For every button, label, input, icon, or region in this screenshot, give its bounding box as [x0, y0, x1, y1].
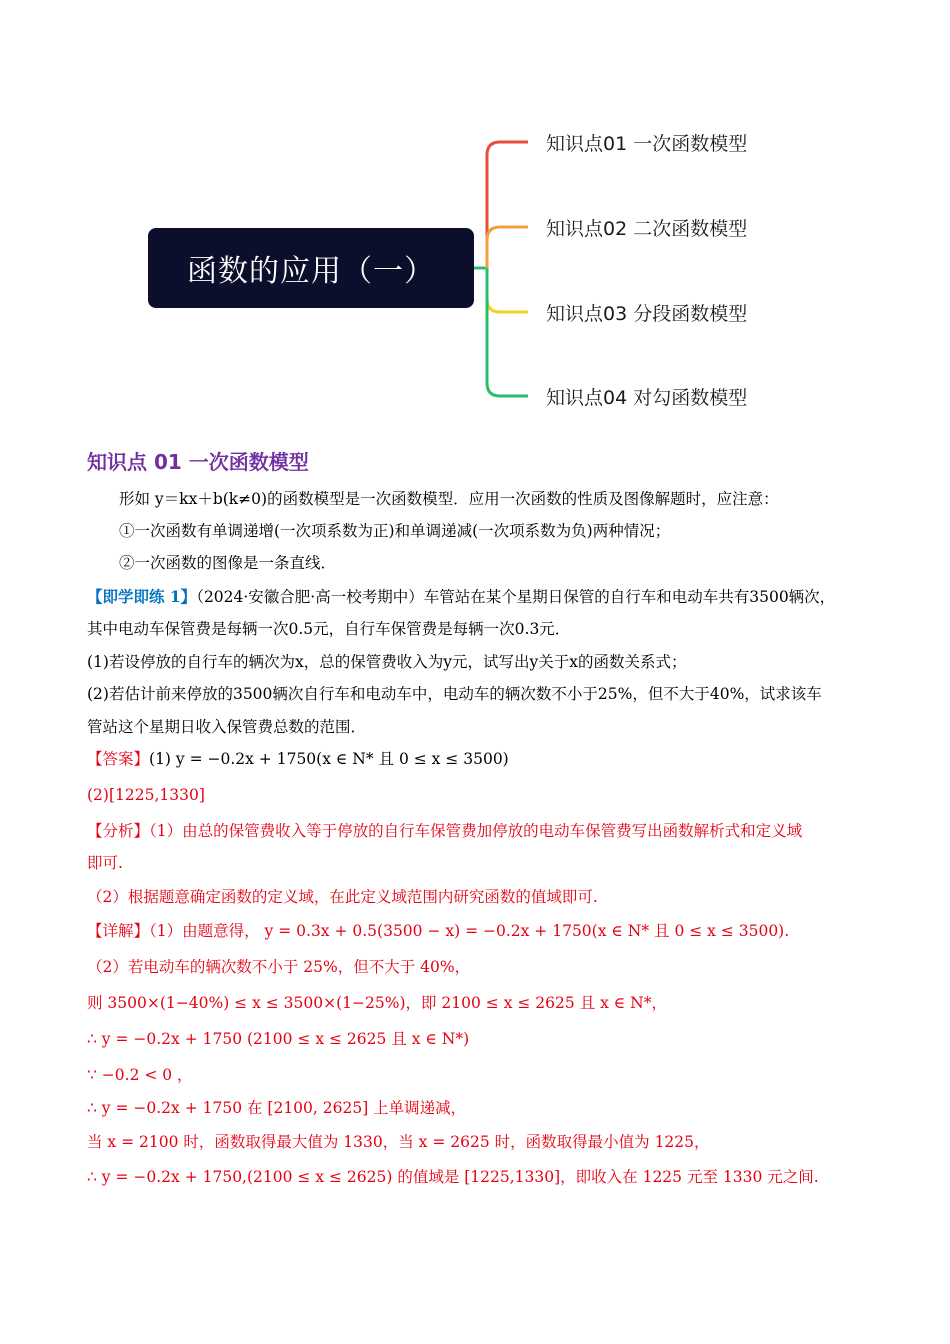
section-title: 知识点 01 一次函数模型 [87, 450, 309, 474]
branch-label-1: 知识点01 一次函数模型 [546, 133, 748, 155]
branch-label-2: 知识点02 二次函数模型 [546, 218, 748, 240]
exercise-line-4: (2)若估计前来停放的3500辆次自行车和电动车中，电动车的辆次数不小于25%，但不大于40%，试求该车 [87, 685, 822, 703]
answer-text-1: (1) y = −0.2x + 1750(x ∈ N* 且 0 ≤ x ≤ 3500) [149, 750, 509, 768]
exercise-line-1 [87, 586, 835, 608]
branch-label-4: 知识点04 对勾函数模型 [546, 387, 748, 409]
detail-line-5: ∵ −0.2 < 0 ， [87, 1066, 193, 1084]
detail-tag: 【详解】 [87, 922, 150, 940]
analysis-line-1 [87, 820, 802, 842]
detail-line-1 [87, 920, 789, 942]
analysis-tag: 【分析】 [87, 822, 150, 840]
analysis-text-1: （1）由总的保管费收入等于停放的自行车保管费加停放的电动车保管费写出函数解析式和定义域 [149, 822, 803, 840]
exercise-tag: 【即学即练 1】 [87, 587, 197, 606]
intro-line-2: ①一次函数有单调递增(一次项系数为正)和单调递减(一次项系数为负)两种情况； [119, 522, 671, 540]
exercise-line-3: (1)若设停放的自行车的辆次为x，总的保管费收入为y元，试写出y关于x的函数关系式； [87, 653, 687, 671]
detail-line-3: 则 3500×(1−40%) ≤ x ≤ 3500×(1−25%)，即 2100 ≤ x ≤ 2625 且 x ∈ N*， [87, 994, 667, 1012]
branch-line-2 [487, 227, 528, 268]
detail-line-8: ∴ y = −0.2x + 1750,(2100 ≤ x ≤ 2625) 的值域是 [1225,1330]，即收入在 1225 元至 1330 元之间. [87, 1168, 819, 1186]
answer-line-2: (2)[1225,1330] [87, 786, 205, 804]
branch-line-3 [487, 268, 528, 312]
mind-map-connectors [0, 0, 950, 430]
intro-line-3: ②一次函数的图像是一条直线． [119, 554, 337, 572]
intro-line-1: 形如 y＝kx＋b(k≠0)的函数模型是一次函数模型．应用一次函数的性质及图像解题时，应注意： [119, 490, 779, 508]
mind-map [0, 0, 950, 430]
exercise-line-5: 管站这个星期日收入保管费总数的范围． [87, 718, 367, 736]
detail-line-2: （2）若电动车的辆次数不小于 25%，但不大于 40%， [87, 958, 471, 976]
detail-text-1: （1）由题意得， y = 0.3x + 0.5(3500 − x) = −0.2x + 1750(x ∈ N* 且 0 ≤ x ≤ 3500). [149, 922, 790, 940]
answer-line-1 [87, 748, 509, 770]
exercise-line-2: 其中电动车保管费是每辆一次0.5元，自行车保管费是每辆一次0.3元． [87, 620, 571, 638]
detail-line-4: ∴ y = −0.2x + 1750 (2100 ≤ x ≤ 2625 且 x ∈ N*) [87, 1030, 470, 1048]
branch-line-1 [487, 142, 528, 268]
branch-line-4 [487, 268, 528, 396]
branch-label-3: 知识点03 分段函数模型 [546, 303, 748, 325]
exercise-text-1: （2024·安徽合肥·高一校考期中）车管站在某个星期日保管的自行车和电动车共有3500辆次， [196, 588, 836, 606]
analysis-line-2: 即可. [87, 854, 123, 872]
mind-map-center: 函数的应用（一） [148, 228, 474, 308]
detail-line-7: 当 x = 2100 时，函数取得最大值为 1330，当 x = 2625 时，函数取得最小值为 1225， [87, 1133, 710, 1151]
analysis-line-3: （2）根据题意确定函数的定义域，在此定义域范围内研究函数的值域即可. [87, 888, 598, 906]
answer-tag: 【答案】 [87, 750, 150, 768]
detail-line-6: ∴ y = −0.2x + 1750 在 [2100, 2625] 上单调递减， [87, 1099, 467, 1117]
